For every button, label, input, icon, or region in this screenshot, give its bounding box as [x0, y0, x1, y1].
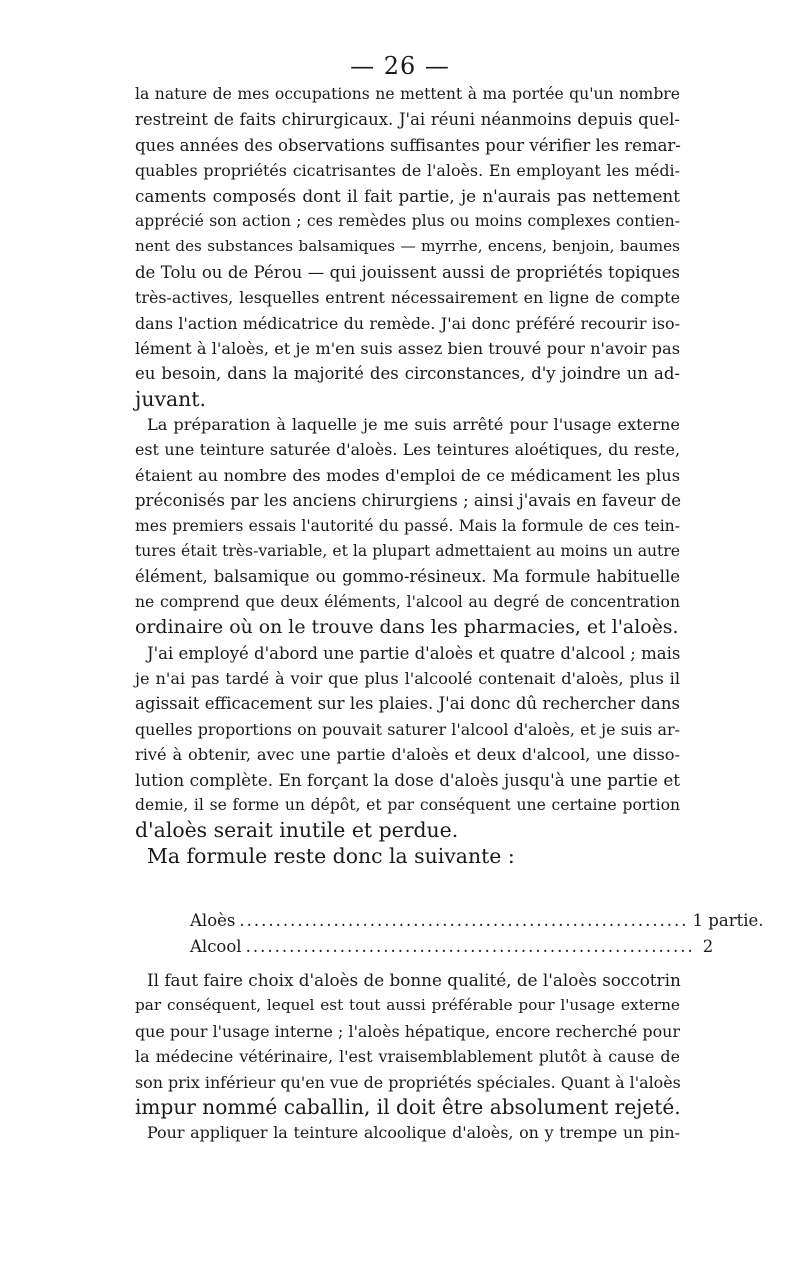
text-line: élément, balsamique ou gommo-résineux. Ma formule habituelle: [135, 567, 680, 587]
text-line: restreint de faits chirurgicaux. J'ai réuni néanmoins depuis quel-: [135, 110, 680, 130]
text-line: mes premiers essais l'autorité du passé. Mais la formule de ces tein-: [135, 516, 680, 535]
formula-row: [190, 908, 764, 934]
text-line: lément à l'aloès, et je m'en suis assez bien trouvé pour n'avoir pas: [135, 338, 680, 358]
text-line: est une teinture saturée d'aloès. Les teintures aloétiques, du reste,: [135, 440, 680, 460]
formula-table: [190, 908, 764, 960]
formula-amount: 1 partie.: [692, 911, 764, 930]
paragraph-first-line: J'ai employé d'abord une partie d'aloès et quatre d'alcool ; mais: [147, 643, 681, 663]
formula-ingredient: Aloès: [190, 911, 236, 930]
formula-row: [190, 934, 714, 960]
text-line: dans l'action médicatrice du remède. J'ai donc préféré recourir iso-: [135, 313, 680, 333]
text-line: apprécié son action ; ces remèdes plus ou moins complexes contien-: [135, 211, 680, 230]
text-line: étaient au nombre des modes d'emploi de ce médicament les plus: [135, 465, 680, 485]
dot-leader: ..............................................................: [239, 911, 689, 930]
paragraph-first-line: La préparation à laquelle je me suis arrêté pour l'usage externe: [147, 415, 680, 435]
formula-ingredient: Alcool: [190, 937, 242, 956]
text-line: la médecine vétérinaire, l'est vraisemblablement plutôt à cause de: [135, 1047, 680, 1067]
text-line: rivé à obtenir, avec une partie d'aloès et deux d'alcool, une disso-: [135, 745, 680, 765]
text-line: ordinaire où on le trouve dans les pharmacies, et l'aloès.: [135, 616, 679, 639]
text-line: d'aloès serait inutile et perdue.: [135, 818, 459, 843]
text-line: quables propriétés cicatrisantes de l'aloès. En employant les médi-: [135, 161, 680, 181]
text-line: quelles proportions on pouvait saturer l'alcool d'aloès, et je suis ar-: [135, 719, 680, 739]
text-line: ques années des observations suffisantes pour vérifier les remar-: [135, 135, 681, 155]
text-line: impur nommé caballin, il doit être absolument rejeté.: [135, 1094, 681, 1119]
text-line: eu besoin, dans la majorité des circonstances, d'y joindre un ad-: [135, 364, 680, 384]
text-line: très-actives, lesquelles entrent nécessairement en ligne de compte: [135, 288, 680, 308]
text-line: agissait efficacement sur les plaies. J'ai donc dû rechercher dans: [135, 694, 680, 714]
text-line: nent des substances balsamiques — myrrhe, encens, benjoin, baumes: [135, 237, 680, 256]
text-line: tures était très-variable, et la plupart admettaient au moins un autre: [135, 542, 680, 561]
text-line: caments composés dont il fait partie, je n'aurais pas nettement: [135, 185, 680, 206]
paragraph-first-line: Il faut faire choix d'aloès de bonne qualité, de l'aloès soccotrin: [147, 970, 681, 990]
formula-amount: 2: [702, 937, 714, 956]
text-line: ne comprend que deux éléments, l'alcool au degré de concentration: [135, 592, 680, 611]
text-line: lution complète. En forçant la dose d'aloès jusqu'à une partie et: [135, 769, 680, 790]
text-line: de Tolu ou de Pérou — qui jouissent aussi de propriétés topiques: [135, 262, 680, 282]
text-line: demie, il se forme un dépôt, et par conséquent une certaine portion: [135, 795, 680, 814]
text-line: son prix inférieur qu'en vue de propriétés spéciales. Quant à l'aloès: [135, 1072, 681, 1092]
text-line: préconisés par les anciens chirurgiens ; ainsi j'avais en faveur de: [135, 491, 682, 511]
text-line: juvant.: [135, 386, 206, 411]
paragraph-first-line: Pour appliquer la teinture alcoolique d'aloès, on y trempe un pin-: [147, 1123, 680, 1143]
dot-leader: ..............................................................: [245, 937, 695, 956]
text-block-upper: [135, 82, 680, 869]
page-number: — 26 —: [350, 52, 450, 80]
text-line: je n'ai pas tardé à voir que plus l'alcoolé contenait d'aloès, plus il: [135, 668, 680, 688]
text-line: par conséquent, lequel est tout aussi préférable pour l'usage externe: [135, 996, 680, 1015]
text-block-lower: [135, 968, 680, 1146]
text-line: la nature de mes occupations ne mettent à ma portée qu'un nombre: [135, 85, 680, 103]
text-line: que pour l'usage interne ; l'aloès hépatique, encore recherché pour: [135, 1021, 680, 1041]
paragraph-first-line: Ma formule reste donc la suivante :: [147, 843, 515, 868]
